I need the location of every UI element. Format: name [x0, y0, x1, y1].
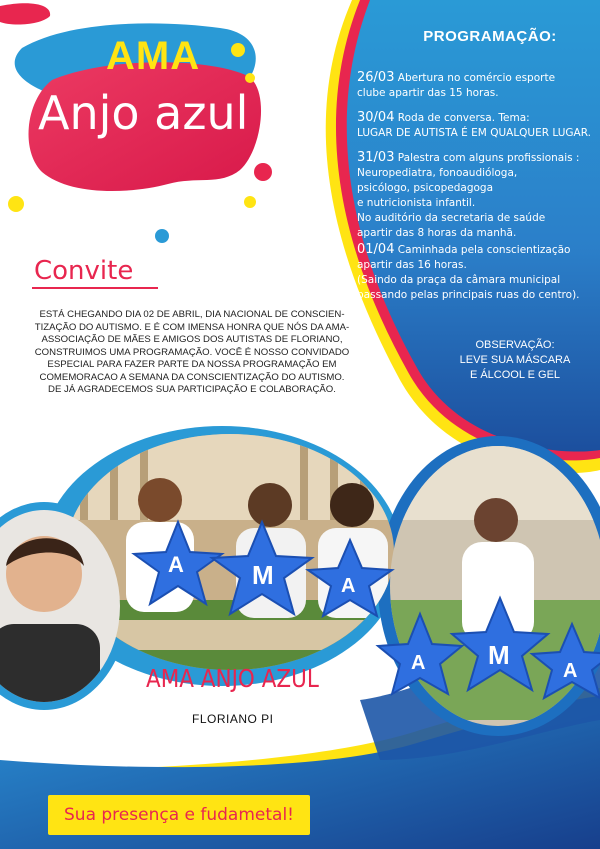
yellow-dot: [245, 73, 255, 83]
programacao-line: clube apartir das 15 horas.: [357, 87, 499, 99]
programacao-title: PROGRAMAÇÃO:: [423, 28, 557, 45]
programacao-line: Abertura no comércio esporte: [394, 72, 556, 84]
balloon-letter: A: [341, 575, 356, 597]
footer-text: Sua presença e fudametal!: [64, 805, 294, 825]
programacao-line: Neuropediatra, fonoaudióloga,: [357, 167, 518, 179]
programacao-date: 31/03: [357, 150, 395, 165]
observacao: [440, 338, 590, 383]
programacao-line: apartir das 8 horas da manhã.: [357, 227, 517, 239]
balloon-letter: A: [168, 552, 184, 577]
programacao-item: [357, 150, 579, 241]
convite-line: ESTÁ CHEGANDO DIA 02 DE ABRIL, DIA NACIONAL DE CONSCIEN-: [39, 309, 345, 320]
observacao-line: E ÁLCOOL E GEL: [469, 369, 561, 381]
yellow-dot: [244, 196, 256, 208]
programacao-line: LUGAR DE AUTISTA É EM QUALQUER LUGAR.: [357, 127, 591, 139]
observacao-line: LEVE SUA MÁSCARA: [459, 354, 571, 366]
blue-dot: [155, 229, 169, 243]
programacao-line: Caminhada pela conscientização: [394, 244, 571, 256]
yellow-dot: [8, 196, 24, 212]
yellow-dot: [231, 43, 245, 57]
programacao-line: Palestra com alguns profissionais :: [394, 152, 580, 164]
convite-line: CONSTRUIMOS UMA PROGRAMAÇÃO. VOCÊ É NOSSO CONVIDADO: [34, 346, 350, 358]
programacao-line: No auditório da secretaria de saúde: [357, 212, 546, 224]
programacao-line: e nutricionista infantil.: [357, 197, 476, 209]
balloon-letter: A: [411, 652, 426, 674]
footer-banner: [48, 795, 310, 835]
org-name: AMA ANJO AZUL: [146, 664, 319, 693]
programacao-date: 30/04: [357, 110, 395, 125]
programacao-line: psicólogo, psicopedagoga: [357, 182, 494, 194]
programacao-line: (Saindo da praça da câmara municipal: [357, 274, 561, 286]
balloon-letter: M: [252, 560, 274, 590]
convite-underline: [32, 287, 158, 289]
programacao-line: apartir das 16 horas.: [357, 259, 467, 271]
convite-title: Convite: [34, 256, 134, 286]
programacao-date: 26/03: [357, 70, 395, 85]
convite-line: COMEMORACAO A SEMANA DA CONSCIENTIZAÇÃO DO AUTISMO.: [39, 371, 345, 383]
convite-line: ESPECIAL PARA FAZER PARTE DA NOSSA PROGRAMAÇÃO EM: [47, 359, 337, 370]
observacao-title: OBSERVAÇÃO:: [475, 339, 555, 351]
convite-line: DE JÁ AGRADECEMOS SUA PARTICIPAÇÃO E COLABORAÇÃO.: [48, 384, 336, 395]
pink-splash-topleft: [0, 3, 50, 24]
pink-dot: [254, 163, 272, 181]
badge-ama: AMA: [106, 34, 201, 78]
convite-line: TIZAÇÃO DO AUTISMO. E É COM IMENSA HONRA QUE NÓS DA AMA-: [34, 321, 350, 333]
programacao-line: passando pelas principais ruas do centro).: [357, 289, 580, 301]
programacao-line: Roda de conversa. Tema:: [394, 112, 530, 124]
city-label: FLORIANO PI: [192, 712, 274, 726]
programacao-date: 01/04: [357, 242, 395, 257]
convite-line: ASSOCIAÇÃO DE MÃES E AMIGOS DOS AUTISTAS DE FLORIANO,: [41, 334, 343, 345]
badge-anjo-azul: Anjo azul: [38, 86, 249, 140]
programacao-item: [357, 242, 580, 303]
balloon-letter: M: [488, 640, 510, 670]
programacao-item: [357, 110, 591, 141]
convite-text: [6, 309, 378, 397]
balloon-letter: A: [563, 660, 578, 682]
programacao-item: [357, 70, 555, 101]
